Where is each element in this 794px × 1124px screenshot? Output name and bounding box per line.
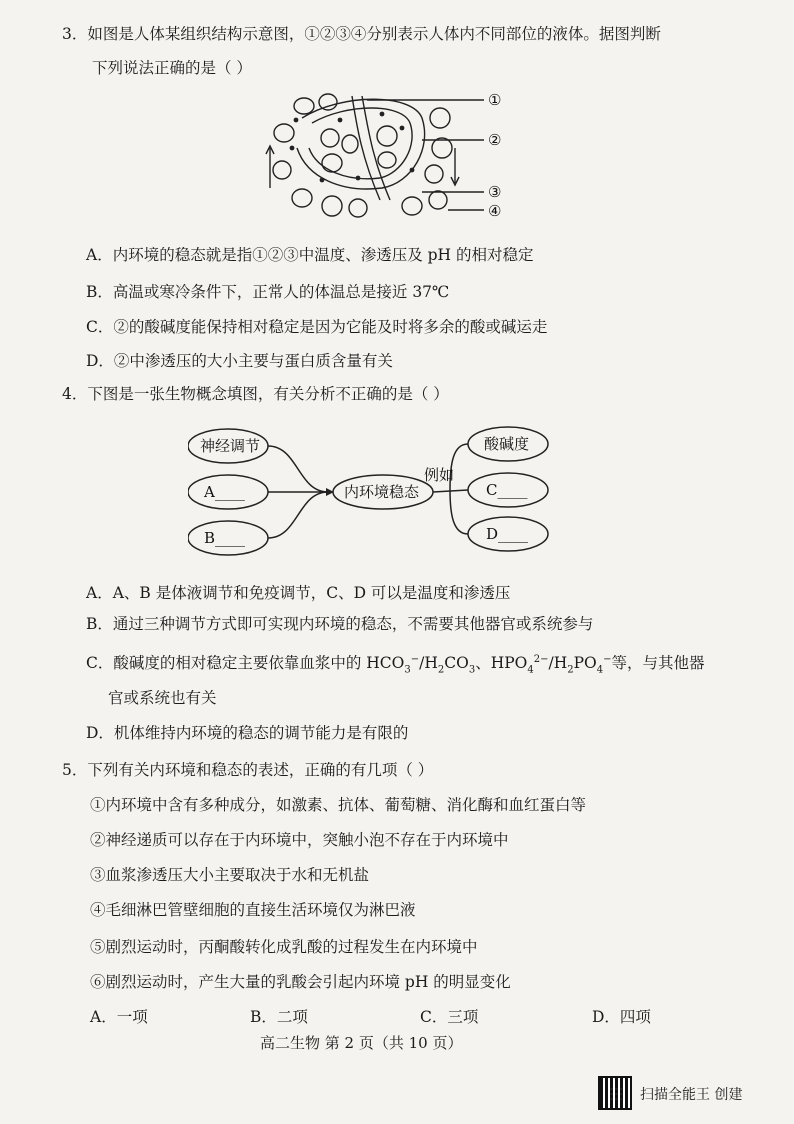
concept-blank-b: B____ <box>204 529 246 547</box>
q5-item-5: ⑤剧烈运动时，丙酮酸转化成乳酸的过程发生在内环境中 <box>90 938 478 956</box>
concept-map-diagram <box>188 424 588 564</box>
q5-item-3: ③血浆渗透压大小主要取决于水和无机盐 <box>90 866 370 884</box>
q4-option-c-line1: C．酸碱度的相对稳定主要依靠血浆中的 $HCO_3^-/H_2CO_3$、$HPO_4^{2-}/H_2PO_4^-$等，与其他器 <box>86 654 705 676</box>
label-1: ① <box>488 91 502 109</box>
concept-homeostasis: 内环境稳态 <box>344 483 420 501</box>
tissue-structure-diagram <box>262 88 512 228</box>
scanner-watermark: 扫描全能王 创建 <box>640 1087 743 1103</box>
q4-option-c-line2: 官或系统也有关 <box>108 689 217 707</box>
q5-choice-b: B．二项 <box>250 1008 308 1026</box>
q3-option-a: A．内环境的稳态就是指①②③中温度、渗透压及 pH 的相对稳定 <box>86 246 534 264</box>
label-3: ③ <box>488 183 502 201</box>
concept-blank-c: C____ <box>486 481 528 499</box>
concept-blank-d: D____ <box>486 525 529 543</box>
concept-blank-a: A____ <box>204 483 245 501</box>
q3-option-d: D．②中渗透压的大小主要与蛋白质含量有关 <box>86 352 393 370</box>
q5-choice-c: C．三项 <box>420 1008 479 1026</box>
q5-stem: 5．下列有关内环境和稳态的表述，正确的有几项（ ） <box>62 761 434 779</box>
q5-choice-a: A．一项 <box>90 1008 148 1026</box>
q4-stem: 4．下图是一张生物概念填图，有关分析不正确的是（ ） <box>62 385 449 403</box>
label-4: ④ <box>488 202 502 220</box>
q5-item-2: ②神经递质可以存在于内环境中，突触小泡不存在于内环境中 <box>90 831 509 849</box>
q5-item-1: ①内环境中含有多种成分，如激素、抗体、葡萄糖、消化酶和血红蛋白等 <box>90 796 587 814</box>
q3-option-b: B．高温或寒冷条件下，正常人的体温总是接近 37℃ <box>86 283 450 301</box>
q4-option-d: D．机体维持内环境的稳态的调节能力是有限的 <box>86 724 409 742</box>
concept-link-example: 例如 <box>424 466 455 484</box>
q4-option-b: B．通过三种调节方式即可实现内环境的稳态，不需要其他器官或系统参与 <box>86 615 594 633</box>
label-2: ② <box>488 131 502 149</box>
q3-stem-line2: 下列说法正确的是（ ） <box>92 59 252 77</box>
q5-item-4: ④毛细淋巴管壁细胞的直接生活环境仅为淋巴液 <box>90 901 416 919</box>
q3-stem-line1: 3．如图是人体某组织结构示意图，①②③④分别表示人体内不同部位的液体。据图判断 <box>62 25 661 43</box>
q5-item-6: ⑥剧烈运动时，产生大量的乳酸会引起内环境 pH 的明显变化 <box>90 973 511 991</box>
q4-option-a: A．A、B 是体液调节和免疫调节，C、D 可以是温度和渗透压 <box>86 584 511 602</box>
page-footer: 高二生物 第 2 页（共 10 页） <box>260 1034 463 1052</box>
q3-option-c: C．②的酸碱度能保持相对稳定是因为它能及时将多余的酸或碱运走 <box>86 318 548 336</box>
concept-acidity: 酸碱度 <box>484 435 530 453</box>
concept-neural-regulation: 神经调节 <box>200 437 261 455</box>
q5-choice-d: D．四项 <box>592 1008 651 1026</box>
qr-code-icon <box>598 1076 632 1110</box>
